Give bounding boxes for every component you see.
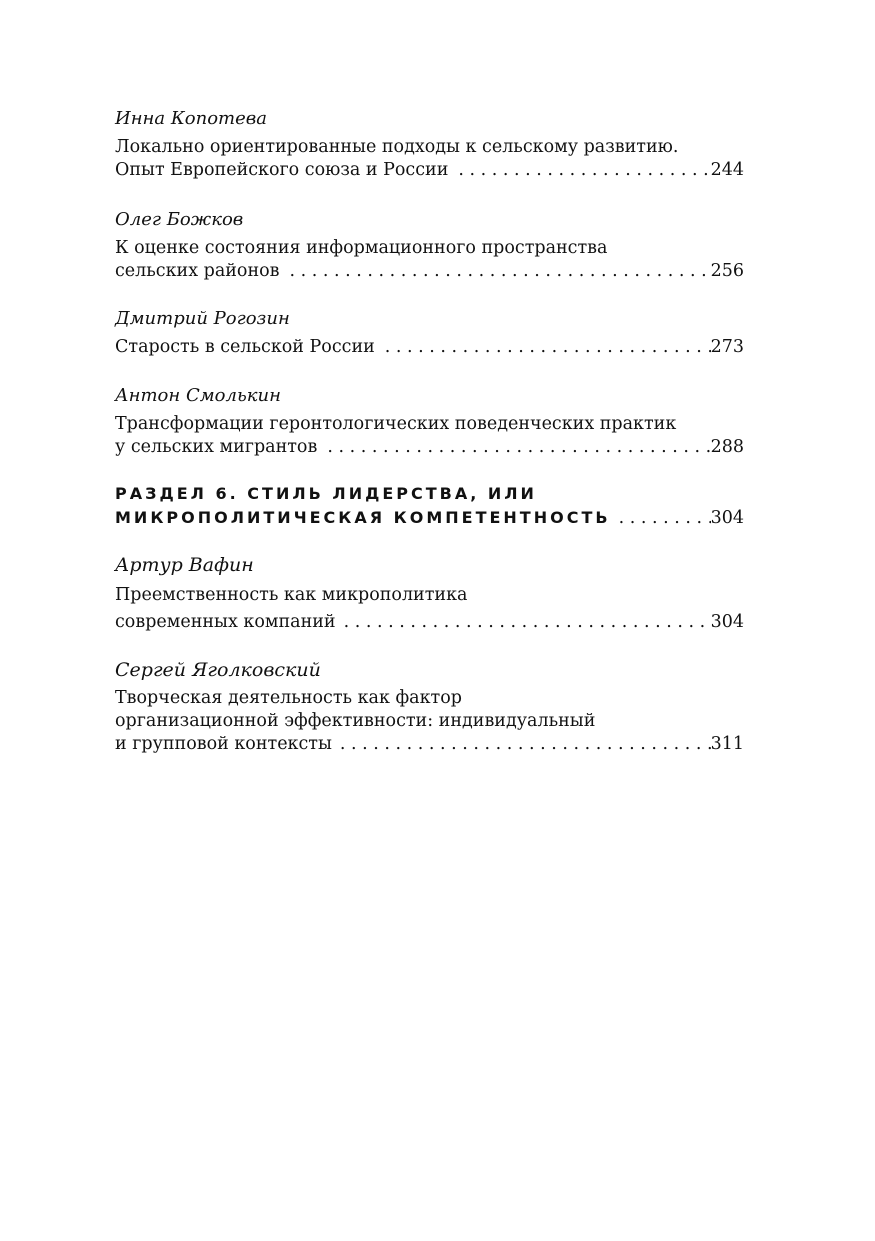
dot-leader xyxy=(336,609,711,636)
entry-title-last-line xyxy=(115,436,744,459)
entry-title-last-line xyxy=(115,260,744,283)
entry-title-line: Творческая деятельность как фактор xyxy=(115,688,462,708)
entry-title-last-line xyxy=(115,609,744,636)
entry-title-line: организационной эффективности: индивидуальный xyxy=(115,711,596,731)
dot-leader xyxy=(611,506,711,530)
entry-title-text: современных компаний xyxy=(115,612,336,632)
toc-entry xyxy=(115,308,744,359)
toc-entry xyxy=(115,209,744,283)
entry-title-last-line xyxy=(115,733,744,756)
entry-title-text: Опыт Европейского союза и России xyxy=(115,160,449,180)
entry-author: Антон Смолькин xyxy=(115,385,281,406)
page-number: 311 xyxy=(710,734,744,754)
entry-title-text: сельских районов xyxy=(115,261,280,281)
toc-entry xyxy=(115,659,744,756)
entry-title-line: К оценке состояния информационного пространства xyxy=(115,238,608,258)
page-number: 273 xyxy=(710,337,744,357)
page-number: 244 xyxy=(710,160,744,180)
page-number: 288 xyxy=(710,437,744,457)
toc-entry xyxy=(115,108,744,182)
toc-entry xyxy=(115,554,744,636)
page-number: 304 xyxy=(710,612,744,632)
dot-leader xyxy=(375,336,711,359)
entry-title-line: Локально ориентированные подходы к сельскому развитию. xyxy=(115,137,679,157)
entry-title-last-line xyxy=(115,159,744,182)
dot-leader xyxy=(317,436,710,459)
dot-leader xyxy=(280,260,711,283)
entry-title-line: Трансформации геронтологических поведенческих практик xyxy=(115,414,677,434)
entry-title-text: и групповой контексты xyxy=(115,734,332,754)
entry-author: Артур Вафин xyxy=(115,554,254,576)
toc-entry xyxy=(115,385,744,459)
section-title-line: РАЗДЕЛ 6. СТИЛЬ ЛИДЕРСТВА, ИЛИ xyxy=(115,484,537,503)
table-of-contents xyxy=(115,108,744,756)
entry-author: Дмитрий Рогозин xyxy=(115,308,290,329)
entry-title-text: у сельских мигрантов xyxy=(115,437,318,457)
dot-leader xyxy=(448,159,710,182)
entry-author: Олег Божков xyxy=(115,209,244,230)
page-number: 256 xyxy=(710,261,744,281)
entry-author: Инна Копотева xyxy=(115,108,267,129)
entry-title-line: Преемственность как микрополитика xyxy=(115,585,468,605)
page-number: 304 xyxy=(710,508,744,528)
dot-leader xyxy=(332,733,711,756)
entry-author: Сергей Яголковский xyxy=(115,659,321,681)
entry-title-text: Старость в сельской России xyxy=(115,337,375,357)
section-title-text: МИКРОПОЛИТИЧЕСКАЯ КОМПЕТЕНТНОСТЬ xyxy=(115,508,611,527)
toc-section-heading xyxy=(115,482,744,530)
section-title-last-line xyxy=(115,506,744,530)
entry-title-last-line xyxy=(115,336,744,359)
